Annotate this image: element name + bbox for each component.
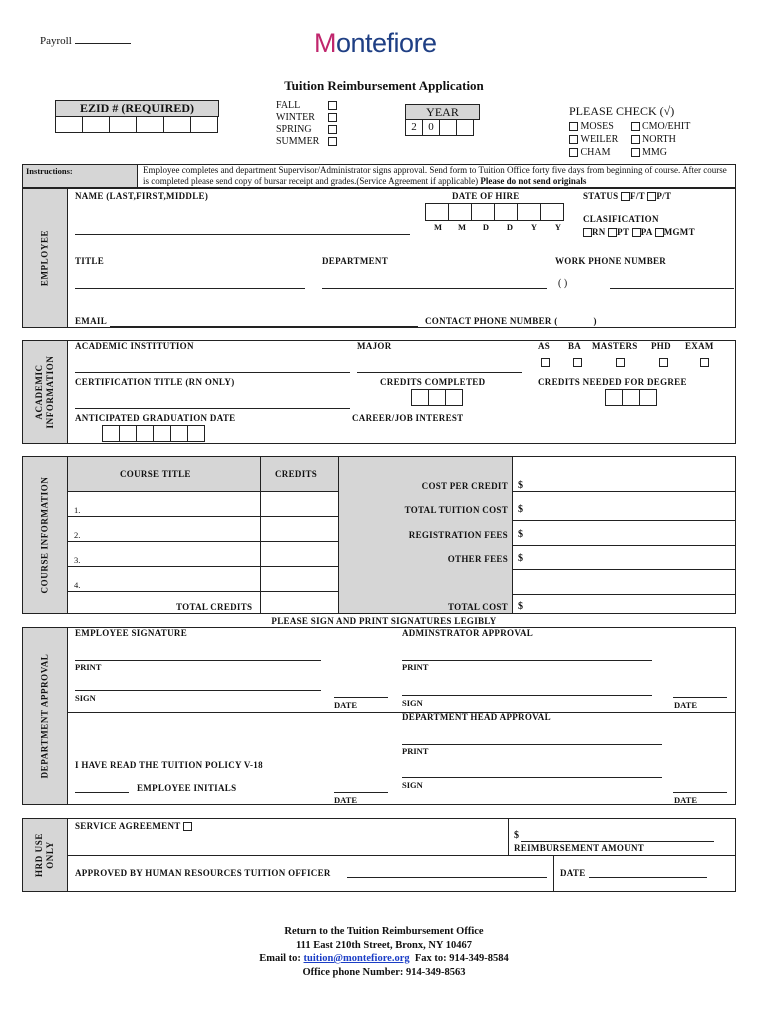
footer-email-link[interactable]: tuition@montefiore.org [303,953,410,964]
footer-office-phone: Office phone Number: 914-349-8563 [302,966,466,978]
employee-sign-label: SIGN [75,693,96,703]
term-summer[interactable]: SUMMER [276,136,337,148]
employee-sign-input[interactable] [75,690,321,691]
logo-text: Montefiore [314,28,437,58]
admin-sign-label: SIGN [402,698,423,708]
total-tuition-input[interactable]: $ [518,504,523,515]
email-label: EMAIL [75,316,108,326]
approval-section [22,627,736,805]
dept-head-label: DEPARTMENT HEAD APPROVAL [402,712,551,722]
employee-print-input[interactable] [75,660,321,661]
admin-date-label: DATE [674,700,697,710]
dept-head-print-input[interactable] [402,744,662,745]
course-row-2[interactable]: 2. [74,530,81,540]
admin-approval-label: ADMINSTRATOR APPROVAL [402,628,534,638]
term-fall[interactable]: FALL [276,100,337,112]
date-format-letters: M M D D Y Y [433,222,562,232]
course-row-1[interactable]: 1. [74,505,81,515]
hrd-date-label: DATE [560,868,586,878]
payroll-label: Payroll [40,35,72,47]
credits-header: CREDITS [275,469,318,479]
credits-needed-label: CREDITS NEEDED FOR DEGREE [538,377,687,387]
name-input[interactable] [75,234,410,235]
classification-label: CLASIFICATION [583,214,659,224]
institution-input[interactable] [75,372,350,373]
title-input[interactable] [75,288,305,289]
course-title-header: COURSE TITLE [120,469,191,479]
employee-initials-input[interactable] [75,792,129,793]
employee-signature-label: EMPLOYEE SIGNATURE [75,628,187,638]
initials-date-label: DATE [334,795,357,805]
reimbursement-dollar: $ [514,830,519,841]
approval-section-label: DEPARTMENT APPROVAL [39,653,50,779]
degree-ba-checkbox[interactable] [573,353,582,371]
grad-date-label: ANTICIPATED GRADUATION DATE [75,413,236,423]
credits-completed-cells[interactable] [412,389,463,406]
status-ft-checkbox[interactable] [621,192,630,201]
class-pa-checkbox[interactable] [632,228,641,237]
work-phone-input[interactable] [610,288,734,289]
status-pt-checkbox[interactable] [647,192,656,201]
footer-address: 111 East 210th Street, Bronx, NY 10467 [296,939,472,951]
degree-as-checkbox[interactable] [541,353,550,371]
hrd-section-label: HRD USE ONLY [34,833,55,877]
admin-print-label: PRINT [402,662,429,672]
employee-initials-label: EMPLOYEE INITIALS [137,783,237,793]
title-label: TITLE [75,256,105,266]
reimbursement-amount-label: REIMBURSEMENT AMOUNT [514,843,645,853]
reimbursement-amount-input[interactable] [521,841,714,842]
ezid-input-cells[interactable] [56,116,218,133]
cost-per-credit-label: COST PER CREDIT [421,481,508,491]
instructions-text: Employee completes and department Supervisor/Administrator signs approval. Send form to Tuition Office forty five days from beginning of course. After course is completed please send copy of bursar receipt and grades.(Service Agreement if applicable) Please do not send originals [143,165,727,186]
cert-title-input[interactable] [75,408,350,409]
hrd-date-input[interactable] [589,877,707,878]
employee-date-label: DATE [334,700,357,710]
classification-options: RN PT PA MGMT [583,227,695,237]
approved-by-label: APPROVED BY HUMAN RESOURCES TUITION OFFICER [75,868,331,878]
degree-phd-checkbox[interactable] [659,353,668,371]
date-of-hire-cells[interactable] [426,203,564,221]
department-label: DEPARTMENT [322,256,389,266]
email-input[interactable] [110,326,418,327]
institution-label: ACADEMIC INSTITUTION [75,341,194,351]
class-mgmt-checkbox[interactable] [655,228,664,237]
admin-sign-input[interactable] [402,695,652,696]
total-cost-label: TOTAL COST [448,602,508,612]
please-check-label: PLEASE CHECK (√) [569,104,675,118]
sign-notice: PLEASE SIGN AND PRINT SIGNATURES LEGIBLY [271,616,497,626]
cert-title-label: CERTIFICATION TITLE (RN ONLY) [75,377,235,387]
department-input[interactable] [322,288,547,289]
site-weiler[interactable]: WEILER [580,134,619,145]
employee-date-input[interactable] [334,697,388,698]
name-label: NAME (LAST,FIRST,MIDDLE) [75,191,209,201]
degree-exam-checkbox[interactable] [700,353,709,371]
course-row-3[interactable]: 3. [74,555,81,565]
service-agreement: SERVICE AGREEMENT [75,821,192,831]
footer-contact: Email to: tuition@montefiore.org Fax to: 914-349-8584 [259,953,509,964]
employee-print-label: PRINT [75,662,102,672]
total-cost-input[interactable]: $ [518,601,523,612]
initials-date-input[interactable] [334,792,388,793]
academic-section-label: ACADEMIC INFORMATION [34,355,55,429]
degree-options: AS BA MASTERS PHD EXAM [538,341,714,351]
instructions-label: Instructions: [26,166,73,176]
site-cmo[interactable]: CMO/EHIT [642,121,691,132]
class-pt-checkbox[interactable] [608,228,617,237]
dept-head-sign-input[interactable] [402,777,662,778]
term-spring[interactable]: SPRING [276,124,337,136]
contact-phone-label: CONTACT PHONE NUMBER ( ) [425,316,597,326]
dept-head-sign-label: SIGN [402,780,423,790]
dept-head-print-label: PRINT [402,746,429,756]
total-tuition-label: TOTAL TUITION COST [404,505,508,515]
career-label: CAREER/JOB INTEREST [352,413,464,423]
work-phone-parens: ( ) [558,278,568,289]
degree-masters-checkbox[interactable] [616,353,625,371]
work-phone-label: WORK PHONE NUMBER [555,256,667,266]
policy-statement: I HAVE READ THE TUITION POLICY V-18 [75,760,263,770]
total-credits-label: TOTAL CREDITS [176,602,253,612]
site-cham[interactable]: CHAM [580,147,611,158]
logo-accent-mark [316,36,338,58]
other-fees-input[interactable]: $ [518,553,523,564]
dept-head-date-label: DATE [674,795,697,805]
other-fees-label: OTHER FEES [447,554,508,564]
footer-return: Return to the Tuition Reimbursement Office [284,926,484,937]
term-winter[interactable]: WINTER [276,112,337,124]
year-label: YEAR [405,104,480,120]
credits-needed-cells[interactable] [606,389,657,406]
term-list [276,100,337,148]
status-group: STATUS F/T P/T [583,191,672,201]
course-row-4[interactable]: 4. [74,580,81,590]
payroll-field [40,33,131,47]
career-input[interactable] [260,443,734,444]
year-input-cells[interactable]: 2 0 [406,119,474,136]
class-rn-checkbox[interactable] [583,228,592,237]
registration-fees-input[interactable]: $ [518,529,523,540]
site-options [569,120,690,159]
ezid-label: EZID # (REQUIRED) [55,100,219,117]
major-input[interactable] [357,372,522,373]
admin-print-input[interactable] [402,660,652,661]
site-north[interactable]: NORTH [642,134,676,145]
registration-fees-label: REGISTRATION FEES [408,530,508,540]
major-label: MAJOR [357,341,392,351]
service-agreement-checkbox[interactable] [183,822,192,831]
site-moses[interactable]: MOSES [580,121,614,132]
footer [0,925,768,979]
approved-by-input[interactable] [347,877,547,878]
admin-date-input[interactable] [673,697,727,698]
cost-per-credit-input[interactable]: $ [518,480,523,491]
employee-section-label: EMPLOYEE [39,229,50,287]
page-title: Tuition Reimbursement Application [284,78,484,93]
course-section-label: COURSE INFORMATION [39,476,50,594]
site-mmg[interactable]: MMG [642,147,668,158]
grad-date-cells[interactable] [103,425,205,442]
date-of-hire-label: DATE OF HIRE [452,191,520,201]
dept-head-date-input[interactable] [673,792,727,793]
